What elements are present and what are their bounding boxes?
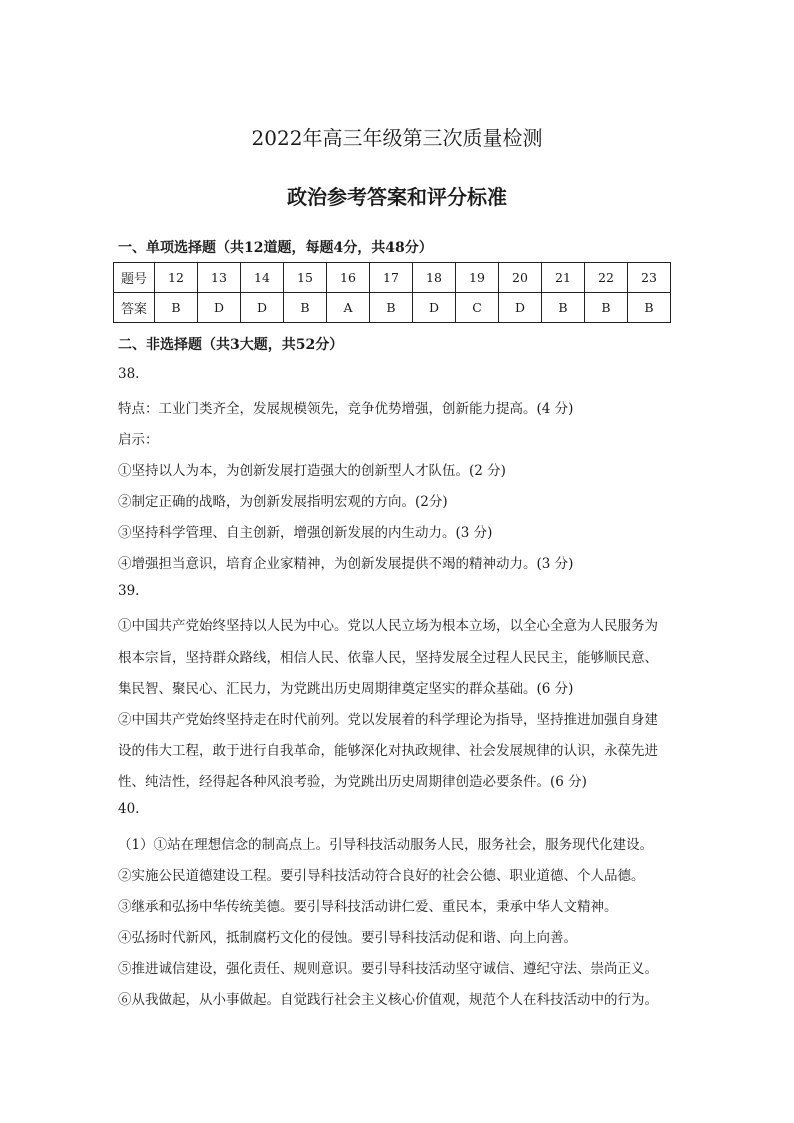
page-subtitle: 政治参考答案和评分标准 xyxy=(287,185,507,209)
question-number: 14 xyxy=(241,263,284,293)
question-number: 17 xyxy=(370,263,413,293)
q39-line-6: 性、纯洁性，经得起各种风浪考验，为党跳出历史周期律创造必要条件。(6 分) xyxy=(118,774,587,790)
section2-heading: 二、非选择题（共3大题，共52分） xyxy=(118,337,344,353)
answer-cell: A xyxy=(327,293,370,323)
question-number: 16 xyxy=(327,263,370,293)
question-number: 15 xyxy=(284,263,327,293)
question-number: 23 xyxy=(628,263,671,293)
answer-cell: D xyxy=(499,293,542,323)
page-title: 2022年高三年级第三次质量检测 xyxy=(251,126,543,150)
q40-line-1: （1）①站在理想信念的制高点上。引导科技活动服务人民，服务社会，服务现代化建设。 xyxy=(118,837,654,853)
question-row xyxy=(114,263,671,293)
question-number: 20 xyxy=(499,263,542,293)
q39-line-2: 根本宗旨，坚持群众路线，相信人民、依靠人民，坚持发展全过程人民民主，能够顺民意、 xyxy=(118,650,658,666)
answer-cell: B xyxy=(542,293,585,323)
section1-heading: 一、单项选择题（共12道题，每题4分，共48分） xyxy=(118,240,433,256)
answer-row xyxy=(114,293,671,323)
q39-line-1: ①中国共产党始终坚持以人民为中心。党以人民立场为根本立场，以全心全意为人民服务为 xyxy=(118,618,658,634)
answer-cell: B xyxy=(628,293,671,323)
question-row-label: 题号 xyxy=(114,263,155,293)
q38-point-2: ②制定正确的战略，为创新发展指明宏观的方向。(2分) xyxy=(118,494,448,510)
q38-features: 特点：工业门类齐全，发展规模领先，竞争优势增强，创新能力提高。(4 分) xyxy=(118,401,574,417)
answer-cell: D xyxy=(198,293,241,323)
answer-row-label: 答案 xyxy=(114,293,155,323)
q39-line-4: ②中国共产党始终坚持走在时代前列。党以发展着的科学理论为指导，坚持推进加强自身建 xyxy=(118,712,658,728)
question-number: 22 xyxy=(585,263,628,293)
answer-cell: B xyxy=(585,293,628,323)
q40-line-6: ⑥从我做起，从小事做起。自觉践行社会主义核心价值观，规范个人在科技活动中的行为。 xyxy=(118,992,658,1008)
q39-line-3: 集民智、聚民心、汇民力，为党跳出历史周期律奠定坚实的群众基础。(6 分) xyxy=(118,681,574,697)
question-number: 18 xyxy=(413,263,456,293)
answer-cell: C xyxy=(456,293,499,323)
question-number: 12 xyxy=(155,263,198,293)
q38-point-4: ④增强担当意识，培育企业家精神，为创新发展提供不竭的精神动力。(3 分) xyxy=(118,556,574,572)
q38-number: 38. xyxy=(118,366,140,382)
answer-cell: D xyxy=(241,293,284,323)
q39-number: 39. xyxy=(118,583,140,599)
q40-number: 40. xyxy=(118,801,140,817)
q40-line-4: ④弘扬时代新风，抵制腐朽文化的侵蚀。要引导科技活动促和谐、向上向善。 xyxy=(118,930,577,946)
answer-cell: B xyxy=(284,293,327,323)
q38-point-3: ③坚持科学管理、自主创新，增强创新发展的内生动力。(3 分) xyxy=(118,525,493,541)
question-number: 19 xyxy=(456,263,499,293)
q40-line-2: ②实施公民道德建设工程。要引导科技活动符合良好的社会公德、职业道德、个人品德。 xyxy=(118,868,645,884)
answer-cell: B xyxy=(370,293,413,323)
question-number: 13 xyxy=(198,263,241,293)
q40-line-3: ③继承和弘扬中华传统美德。要引导科技活动讲仁爱、重民本，秉承中华人文精神。 xyxy=(118,899,618,915)
q39-line-5: 设的伟大工程，敢于进行自我革命，能够深化对执政规律、社会发展规律的认识，永葆先进 xyxy=(118,743,658,759)
answer-table xyxy=(113,262,671,323)
answer-cell: B xyxy=(155,293,198,323)
q38-point-1: ①坚持以人为本，为创新发展打造强大的创新型人才队伍。(2 分) xyxy=(118,463,506,479)
question-number: 21 xyxy=(542,263,585,293)
q38-insight-label: 启示： xyxy=(118,432,159,448)
answer-cell: D xyxy=(413,293,456,323)
q40-line-5: ⑤推进诚信建设，强化责任、规则意识。要引导科技活动坚守诚信、遵纪守法、崇尚正义。 xyxy=(118,961,658,977)
